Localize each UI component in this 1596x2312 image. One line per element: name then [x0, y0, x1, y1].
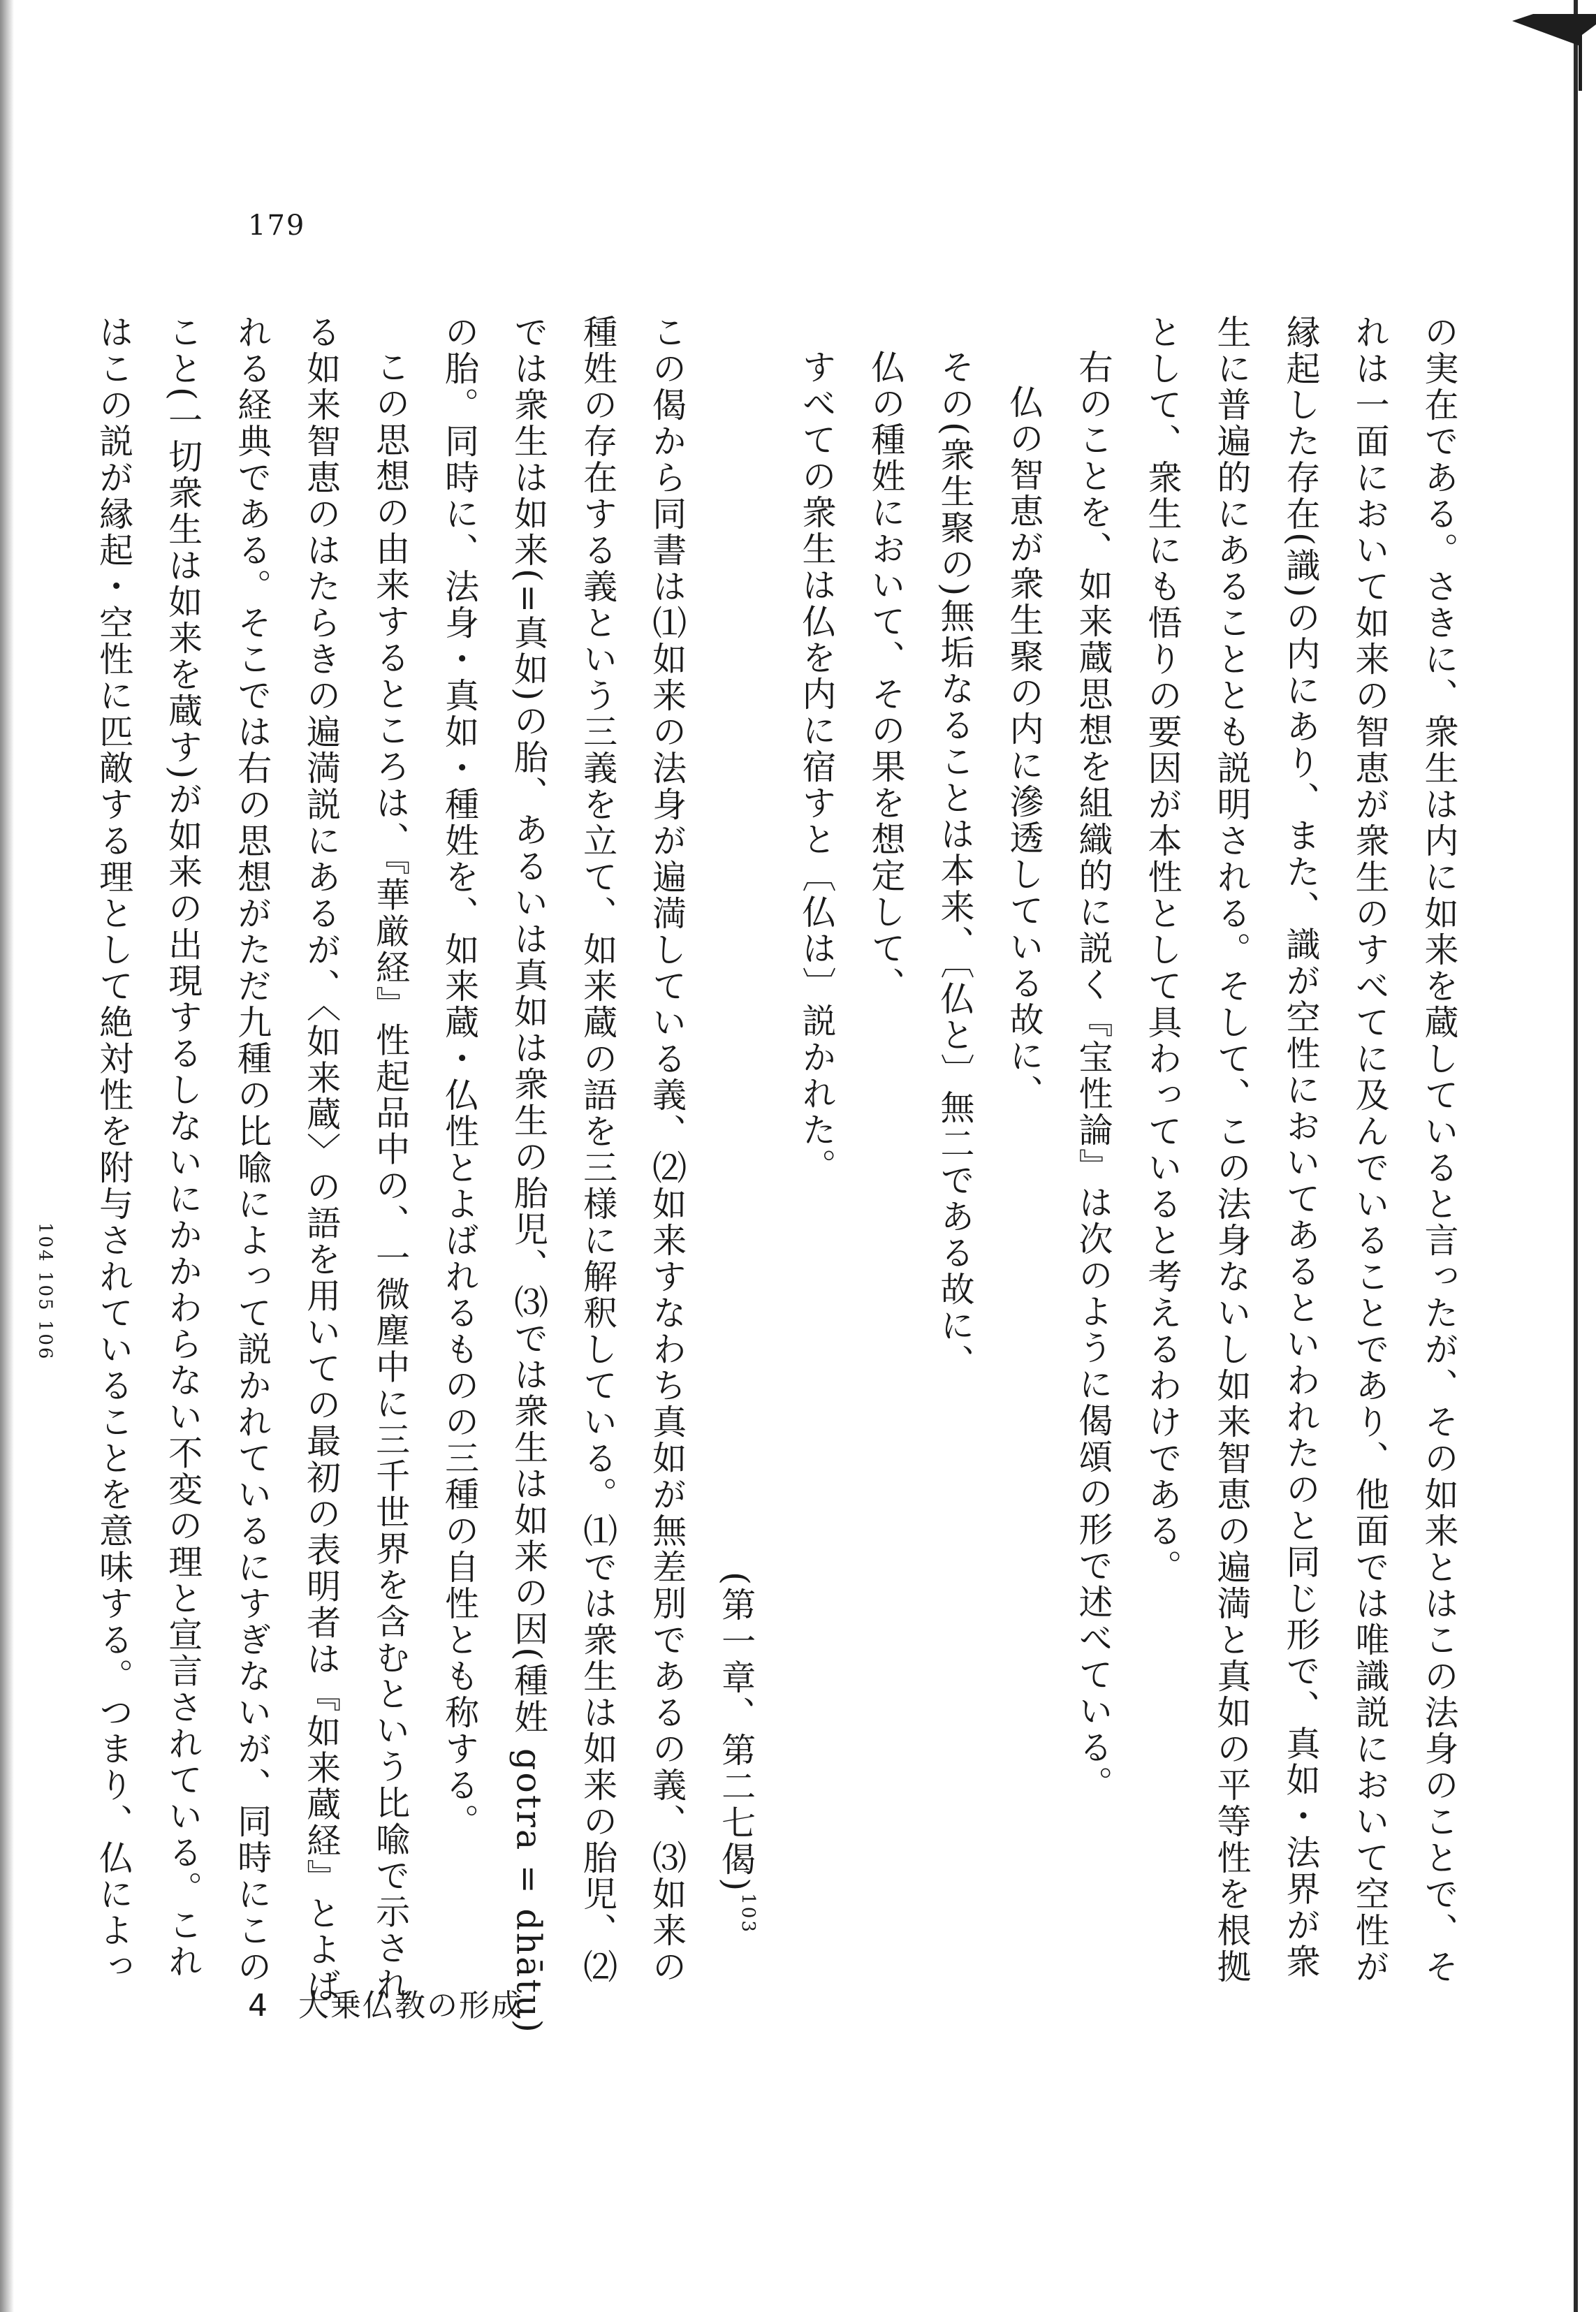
text-line: の実在である。さきに、衆生は内に如来を蔵していると言ったが、その如来とはこの法身のことで、そ	[1419, 314, 1459, 1985]
page-number: 179	[248, 210, 306, 242]
text-line: れる経典である。そこでは右の思想がただ九種の比喩によって説かれているにすぎないが、同時にこの	[232, 314, 272, 1985]
text-line: れは一面において如来の智恵が衆生のすべてに及んでいることであり、他面では唯識説において空性が	[1350, 314, 1390, 1985]
text-line: この思想の由来するところは、『華厳経』性起品中の、一微塵中に三千世界を含むという比喩で示され	[370, 349, 411, 2003]
running-footer	[248, 1980, 523, 2025]
verse-line: すべての衆生は仏を内に宿すと〔仏は〕説かれた。	[797, 349, 837, 1185]
text-line: 右のことを、如来蔵思想を組織的に説く『宝性論』は次のように偈頌の形で述べている。	[1074, 349, 1113, 1802]
scan-edge-right	[1558, 0, 1596, 2312]
text-line: として、衆生にも悟りの要因が本性として具わっていると考えるわけである。	[1143, 314, 1183, 1586]
scan-corner-mark	[1512, 14, 1596, 91]
text-line: では衆生は如来(=真如)の胎、あるいは真如は衆生の胎児、⑶では衆生は如来の因(種姓 gotra = dhātu)	[508, 314, 549, 2035]
verse-line: その(衆生聚の)無垢なることは本来、〔仏と〕無二である故に、	[935, 349, 975, 1380]
chapter-title: 大乗仏教の形成	[298, 1988, 523, 2024]
verse-citation	[702, 314, 782, 1956]
verse-line: 仏の智恵が衆生聚の内に滲透している故に、	[1004, 384, 1044, 1111]
text-line: 生に普遍的にあることとも説明される。そして、この法身ないし如来智恵の遍満と真如の平等性を根拠	[1212, 314, 1252, 1985]
verse-line: 仏の種姓において、その果を想定して、	[866, 349, 906, 1003]
text-line: この偈から同書は⑴如来の法身が遍満している義、⑵如来すなわち真如が無差別であるの義、⑶如来の	[647, 314, 687, 1985]
text-line: こと(一切衆生は如来を蔵す)が如来の出現するしないにかかわらない不変の理と宣言されている。これ	[163, 314, 203, 1980]
note-ref: 105	[34, 1271, 56, 1312]
text-line: の胎。同時に、法身・真如・種姓を、如来蔵・仏性とよばれるものの三種の自性とも称する。	[439, 314, 480, 1840]
text-line: 縁起した存在(識)の内にあり、また、識が空性においてあるといわれたのと同じ形で、真如・法界が衆	[1281, 314, 1321, 1980]
note-refs	[10, 314, 80, 1956]
text-line: 種姓の存在する義という三義を立て、如来蔵の語を三様に解釈している。⑴では衆生は如来の胎児、⑵	[578, 314, 618, 1985]
citation-text: (第一章、第二七偈)	[716, 1572, 756, 1894]
text-line: る如来智恵のはたらきの遍満説にあるが、〈如来蔵〉の語を用いての最初の表明者は『如来蔵経』とよば	[301, 314, 342, 2005]
note-ref: 103	[738, 1893, 759, 1934]
note-ref: 106	[34, 1319, 56, 1361]
text-line: はこの説が縁起・空性に匹敵する理として絶対性を附与されていることを意味する。つまり、仏によっ	[94, 314, 134, 1985]
chapter-number: 4	[248, 1988, 269, 2024]
note-ref: 104	[34, 1222, 56, 1264]
